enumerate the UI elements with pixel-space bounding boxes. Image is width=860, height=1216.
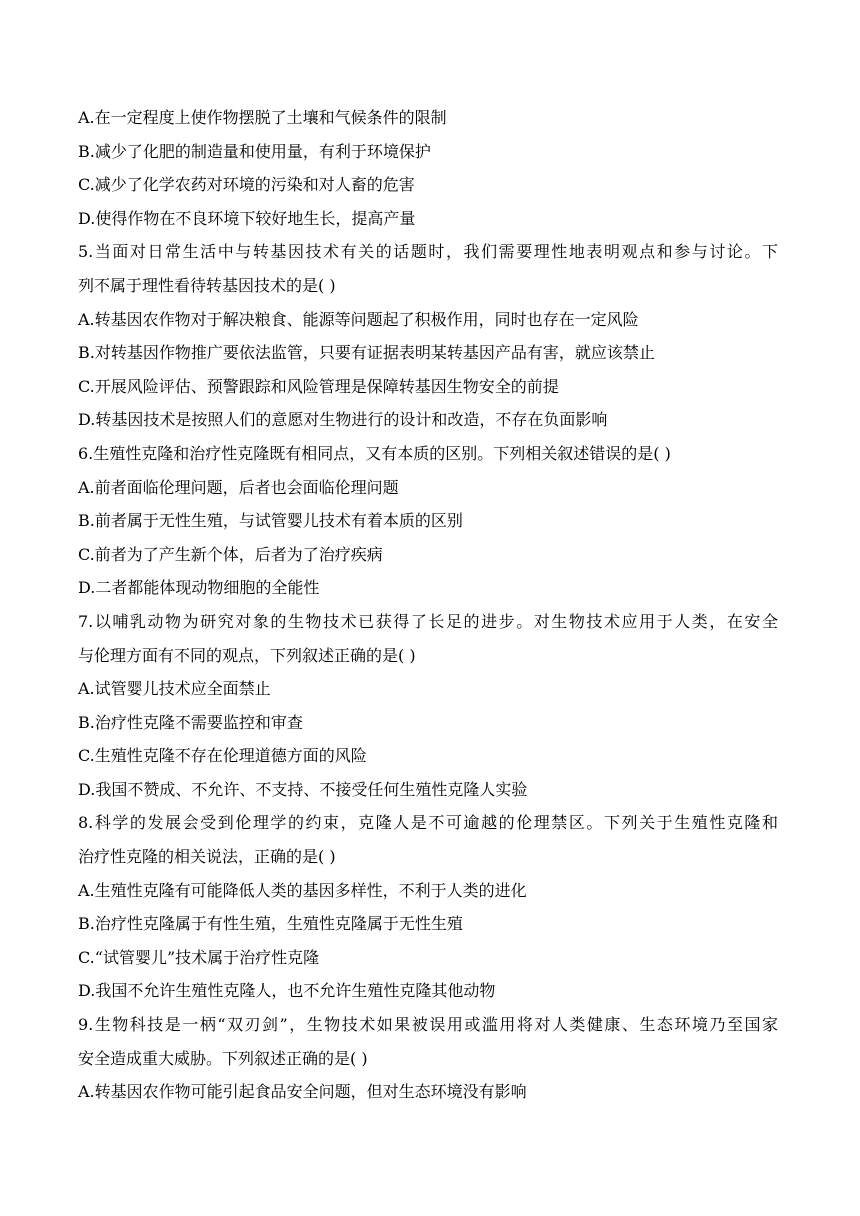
question-8: [78, 806, 778, 1008]
question-content: [78, 101, 778, 1109]
option-c: C.前者为了产生新个体，后者为了治疗疾病: [78, 544, 383, 564]
option-c: C.生殖性克隆不存在伦理道德方面的风险: [78, 746, 367, 766]
question-stem: 9.生物科技是一柄“双刃剑”，生物技术如果被误用或滥用将对人类健康、生态环境乃至国家: [78, 1015, 778, 1035]
question-prev-options: [78, 101, 778, 235]
option-b: B.对转基因作物推广要依法监管，只要有证据表明某转基因产品有害，就应该禁止: [78, 343, 655, 363]
option-d: D.转基因技术是按照人们的意愿对生物进行的设计和改造，不存在负面影响: [78, 410, 608, 430]
option-b: B.减少了化肥的制造量和使用量，有利于环境保护: [78, 141, 431, 161]
option-b: B.治疗性克隆不需要监控和审查: [78, 712, 303, 732]
question-stem: 列不属于理性看待转基因技术的是( ): [78, 275, 336, 295]
option-c: C.开展风险评估、预警跟踪和风险管理是保障转基因生物安全的前提: [78, 376, 559, 396]
option-b: B.前者属于无性生殖，与试管婴儿技术有着本质的区别: [78, 511, 463, 531]
option-b: B.治疗性克隆属于有性生殖，生殖性克隆属于无性生殖: [78, 914, 463, 934]
question-6: [78, 437, 778, 605]
option-a: A.转基因农作物对于解决粮食、能源等问题起了积极作用，同时也存在一定风险: [78, 309, 639, 329]
option-a: A.试管婴儿技术应全面禁止: [78, 679, 271, 699]
question-7: [78, 605, 778, 807]
question-stem: 8.科学的发展会受到伦理学的约束，克隆人是不可逾越的伦理禁区。下列关于生殖性克隆和: [78, 813, 778, 833]
question-stem: 5.当面对日常生活中与转基因技术有关的话题时，我们需要理性地表明观点和参与讨论。下: [78, 242, 778, 262]
question-stem: 治疗性克隆的相关说法，正确的是( ): [78, 847, 336, 867]
option-a: A.转基因农作物可能引起食品安全问题，但对生态环境没有影响: [78, 1082, 527, 1102]
option-a: A.前者面临伦理问题，后者也会面临伦理问题: [78, 477, 399, 497]
option-d: D.使得作物在不良环境下较好地生长，提高产量: [78, 208, 416, 228]
option-c: C.减少了化学农药对环境的污染和对人畜的危害: [78, 175, 415, 195]
option-a: A.生殖性克隆有可能降低人类的基因多样性，不利于人类的进化: [78, 880, 527, 900]
question-5: [78, 235, 778, 437]
question-9: [78, 1008, 778, 1109]
option-a: A.在一定程度上使作物摆脱了土壤和气候条件的限制: [78, 108, 447, 127]
option-c: C.“试管婴儿”技术属于治疗性克隆: [78, 947, 320, 967]
question-stem: 安全造成重大威胁。下列叙述正确的是( ): [78, 1048, 368, 1068]
question-stem: 6.生殖性克隆和治疗性克隆既有相同点，又有本质的区别。下列相关叙述错误的是( ): [78, 443, 671, 463]
question-stem: 与伦理方面有不同的观点，下列叙述正确的是( ): [78, 645, 416, 665]
option-d: D.我国不赞成、不允许、不支持、不接受任何生殖性克隆人实验: [78, 779, 528, 799]
option-d: D.二者都能体现动物细胞的全能性: [78, 578, 320, 598]
question-stem: 7.以哺乳动物为研究对象的生物技术已获得了长足的进步。对生物技术应用于人类，在安全: [78, 611, 778, 631]
option-d: D.我国不允许生殖性克隆人，也不允许生殖性克隆其他动物: [78, 981, 496, 1001]
